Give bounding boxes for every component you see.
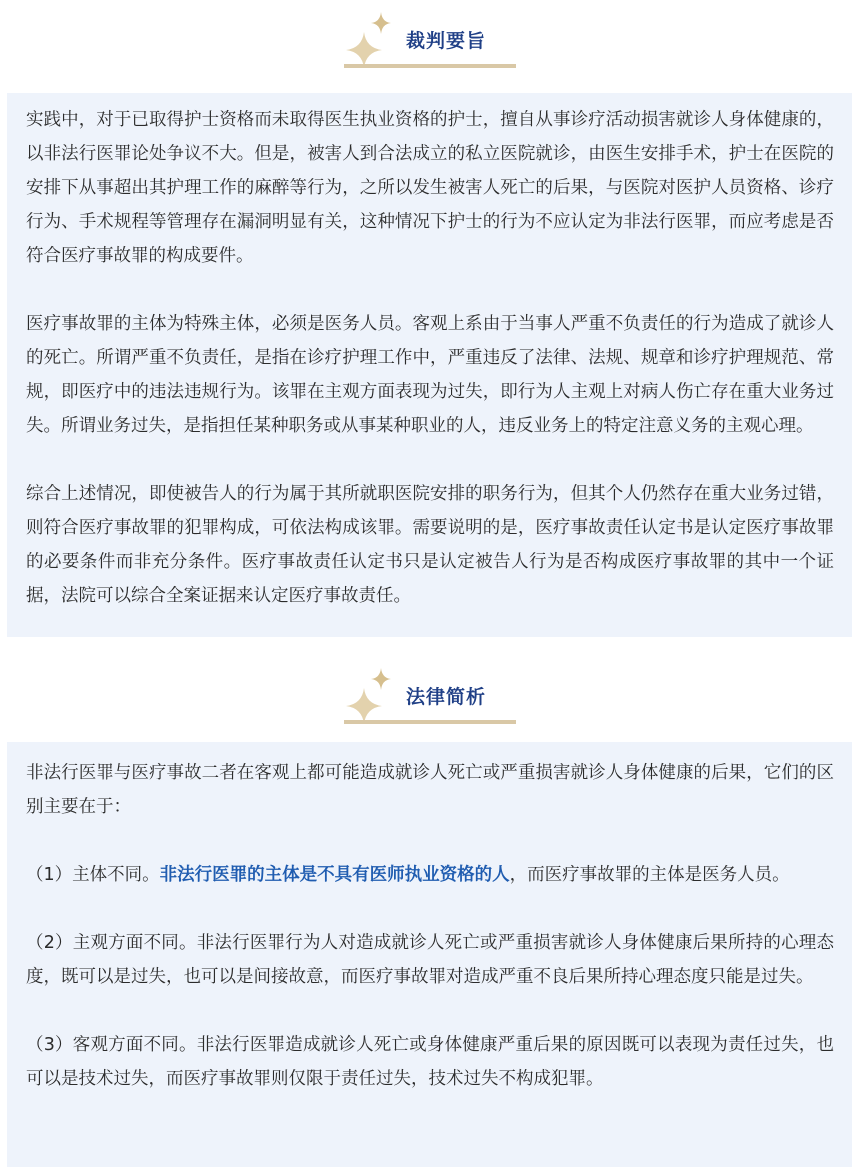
paragraph: 医疗事故罪的主体为特殊主体，必须是医务人员。客观上系由于当事人严重不负责任的行为造成了就诊人的死亡。所谓严重不负责任，是指在诊疗护理工作中，严重违反了法律、法规、规章和诊疗护理规范、常规，即医疗中的违法违规行为。该罪在主观方面表现为过失，即行为人主观上对病人伤亡存在重大业务过失。所谓业务过失，是指担任某种职务或从事某种职业的人，违反业务上的特定注意义务的主观心理。 bbox=[26, 314, 834, 436]
header-underline bbox=[344, 720, 516, 724]
sparkle-icon bbox=[344, 666, 404, 726]
section-heading-group bbox=[344, 666, 516, 726]
item-3: （3）客观方面不同。非法行医罪造成就诊人死亡或身体健康严重后果的原因既可以表现为责任过失，也可以是技术过失，而医疗事故罪则仅限于责任过失，技术过失不构成犯罪。 bbox=[26, 1035, 834, 1089]
paragraph: 综合上述情况，即使被告人的行为属于其所就职医院安排的职务行为，但其个人仍然存在重大业务过错，则符合医疗事故罪的犯罪构成，可依法构成该罪。需要说明的是，医疗事故责任认定书是认定医疗事故罪的必要条件而非充分条件。医疗事故责任认定书只是认定被告人行为是否构成医疗事故罪的其中一个证据，法院可以综合全案证据来认定医疗事故责任。 bbox=[26, 484, 834, 606]
item-1-prefix: （1）主体不同。 bbox=[26, 865, 160, 885]
header-underline bbox=[344, 64, 516, 68]
section-heading-group bbox=[344, 10, 516, 70]
paragraph: 实践中，对于已取得护士资格而未取得医生执业资格的护士，擅自从事诊疗活动损害就诊人身体健康的，以非法行医罪论处争议不大。但是，被害人到合法成立的私立医院就诊，由医生安排手术，护士在医院的安排下从事超出其护理工作的麻醉等行为，之所以发生被害人死亡的后果，与医院对医护人员资格、诊疗行为、手术规程等管理存在漏洞明显有关，这种情况下护士的行为不应认定为非法行医罪，而应考虑是否符合医疗事故罪的构成要件。 bbox=[26, 110, 834, 266]
item-1-suffix: ，而医疗事故罪的主体是医务人员。 bbox=[509, 865, 790, 885]
item-1 bbox=[26, 858, 834, 892]
item-2: （2）主观方面不同。非法行医罪行为人对造成就诊人死亡或严重损害就诊人身体健康后果所持的心理态度，既可以是过失，也可以是间接故意，而医疗事故罪对造成严重不良后果所持心理态度只能是过失。 bbox=[26, 933, 834, 987]
section-header-legal-analysis bbox=[0, 656, 857, 746]
section-title: 裁判要旨 bbox=[406, 30, 487, 52]
section-title: 法律简析 bbox=[406, 686, 487, 708]
sparkle-icon bbox=[344, 10, 404, 70]
item-1-highlight: 非法行医罪的主体是不具有医师执业资格的人 bbox=[159, 865, 510, 885]
judgment-summary-panel bbox=[7, 93, 852, 637]
section-header-judgment bbox=[0, 0, 857, 90]
intro-paragraph: 非法行医罪与医疗事故二者在客观上都可能造成就诊人死亡或严重损害就诊人身体健康的后果，它们的区别主要在于： bbox=[26, 763, 834, 817]
legal-analysis-panel bbox=[7, 742, 852, 1167]
